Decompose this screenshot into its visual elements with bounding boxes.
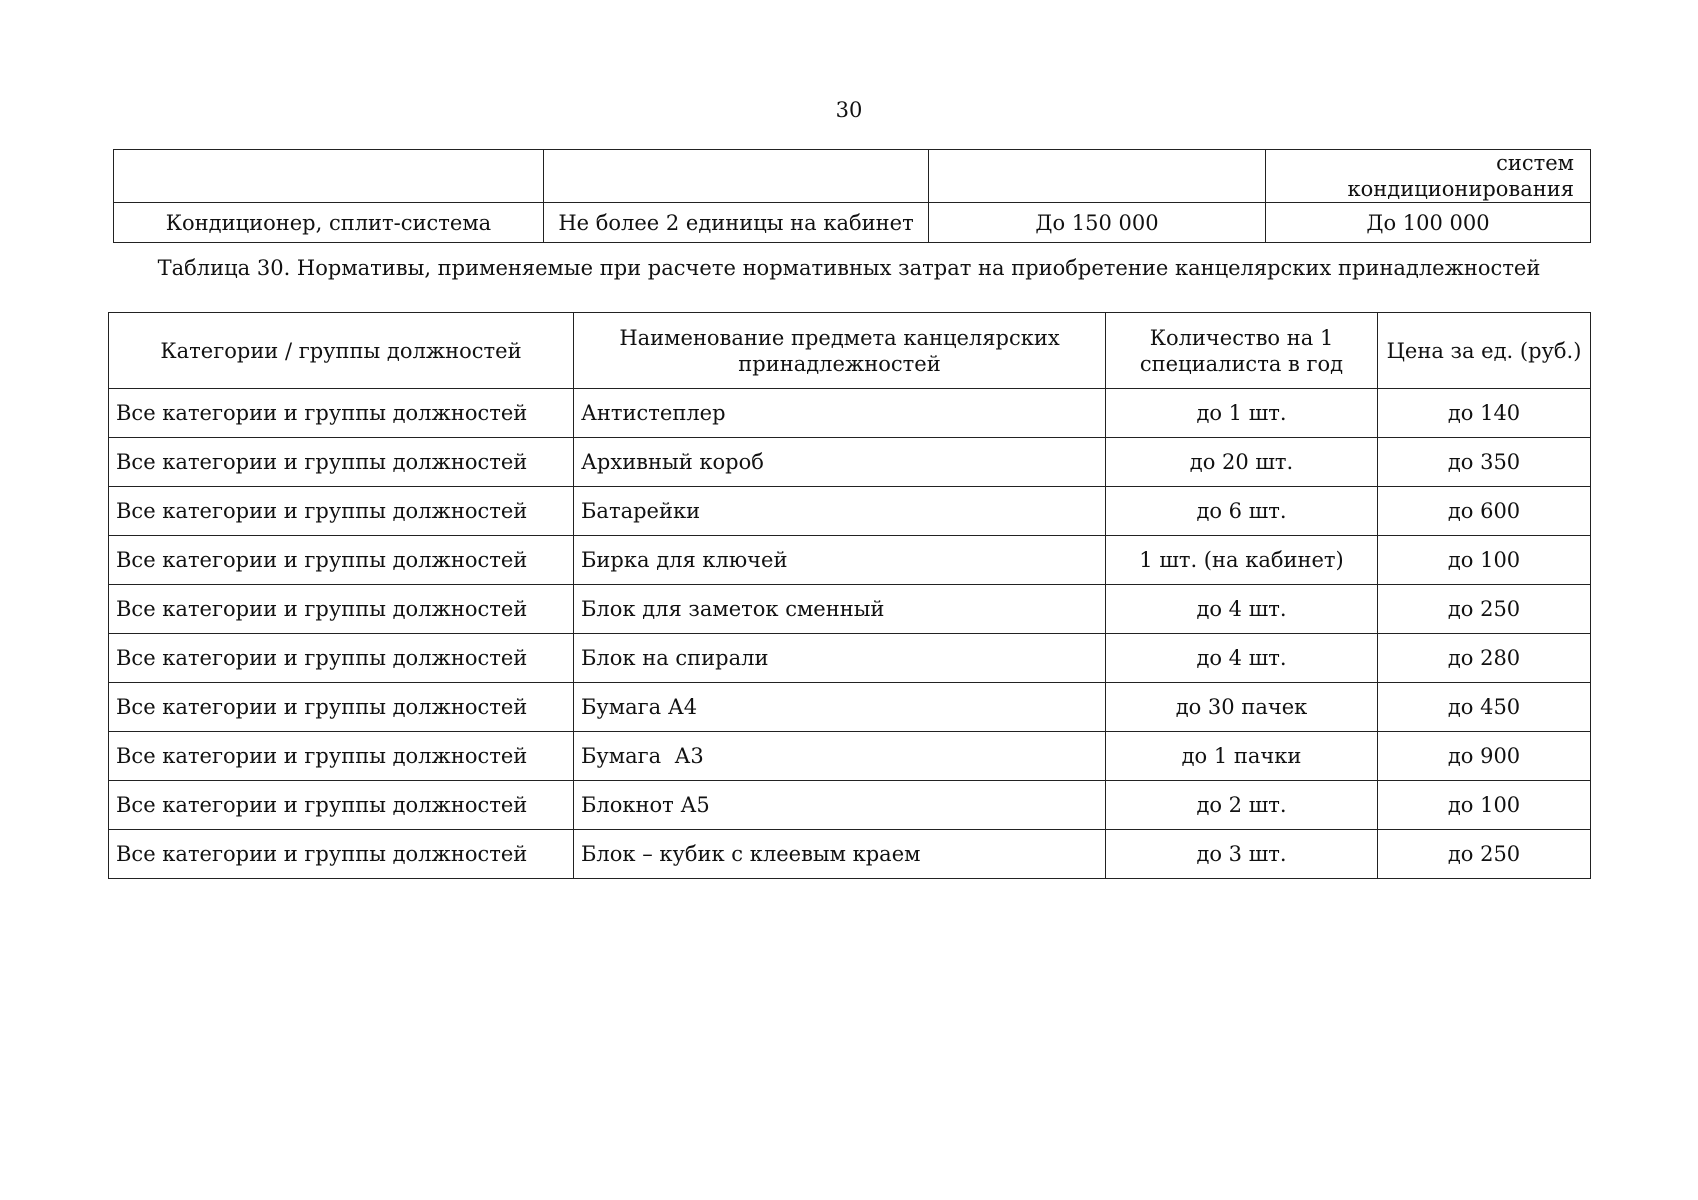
table-cell: до 30 пачек bbox=[1106, 683, 1378, 732]
table-cell: До 150 000 bbox=[929, 203, 1266, 243]
table-cell bbox=[114, 150, 544, 203]
table-row bbox=[114, 203, 1591, 243]
page-number: 30 bbox=[835, 98, 863, 122]
table-cell: Все категории и группы должностей bbox=[109, 830, 574, 879]
table-cell bbox=[929, 150, 1266, 203]
column-header: Категории / группы должностей bbox=[109, 313, 574, 389]
table-cell: до 250 bbox=[1378, 585, 1591, 634]
table-cell: Все категории и группы должностей bbox=[109, 781, 574, 830]
column-header: Цена за ед. (руб.) bbox=[1378, 313, 1591, 389]
table-cell: до 250 bbox=[1378, 830, 1591, 879]
column-header: Наименование предмета канцелярских принадлежностей bbox=[574, 313, 1106, 389]
table-cell: Блок для заметок сменный bbox=[574, 585, 1106, 634]
table-cell: Блокнот А5 bbox=[574, 781, 1106, 830]
table-cell: Все категории и группы должностей bbox=[109, 585, 574, 634]
table-cell: Блок – кубик с клеевым краем bbox=[574, 830, 1106, 879]
table-cell: до 20 шт. bbox=[1106, 438, 1378, 487]
table-cell: 1 шт. (на кабинет) bbox=[1106, 536, 1378, 585]
table-row bbox=[114, 150, 1591, 203]
table-cell: Блок на спирали bbox=[574, 634, 1106, 683]
table-cell: до 6 шт. bbox=[1106, 487, 1378, 536]
table-cell: Все категории и группы должностей bbox=[109, 732, 574, 781]
table-row bbox=[109, 438, 1591, 487]
table-cell: Все категории и группы должностей bbox=[109, 683, 574, 732]
table-cell: до 900 bbox=[1378, 732, 1591, 781]
table-cell: до 4 шт. bbox=[1106, 634, 1378, 683]
table-row bbox=[109, 585, 1591, 634]
table-row bbox=[109, 536, 1591, 585]
table-cell: до 3 шт. bbox=[1106, 830, 1378, 879]
table-cell: Все категории и группы должностей bbox=[109, 487, 574, 536]
table-cell: Архивный короб bbox=[574, 438, 1106, 487]
table-cell: до 450 bbox=[1378, 683, 1591, 732]
table-cell: Бирка для ключей bbox=[574, 536, 1106, 585]
table-cell: Не более 2 единицы на кабинет bbox=[544, 203, 929, 243]
table-header-row bbox=[109, 313, 1591, 389]
column-header: Количество на 1 специалиста в год bbox=[1106, 313, 1378, 389]
table-cell: До 100 000 bbox=[1266, 203, 1591, 243]
table-row bbox=[109, 487, 1591, 536]
table-cell: до 600 bbox=[1378, 487, 1591, 536]
table-cell: Бумага А4 bbox=[574, 683, 1106, 732]
table-cell: Кондиционер, сплит-система bbox=[114, 203, 544, 243]
table-row bbox=[109, 830, 1591, 879]
table-cell: до 100 bbox=[1378, 536, 1591, 585]
table-cell: Батарейки bbox=[574, 487, 1106, 536]
table-row bbox=[109, 389, 1591, 438]
table-cell: до 1 пачки bbox=[1106, 732, 1378, 781]
table-cell: до 350 bbox=[1378, 438, 1591, 487]
table-row bbox=[109, 683, 1591, 732]
table-cell: до 1 шт. bbox=[1106, 389, 1378, 438]
table-cell: Бумага А3 bbox=[574, 732, 1106, 781]
table-cell: Все категории и группы должностей bbox=[109, 634, 574, 683]
stationery-norms-table bbox=[108, 312, 1591, 879]
table-cell: до 2 шт. bbox=[1106, 781, 1378, 830]
continued-table bbox=[113, 149, 1591, 243]
table-cell: до 140 bbox=[1378, 389, 1591, 438]
table-cell: Все категории и группы должностей bbox=[109, 438, 574, 487]
table-caption: Таблица 30. Нормативы, применяемые при расчете нормативных затрат на приобретение канцелярских принадлежностей bbox=[157, 256, 1541, 280]
table-row bbox=[109, 634, 1591, 683]
table-row bbox=[109, 732, 1591, 781]
table-cell: Антистеплер bbox=[574, 389, 1106, 438]
table-cell: до 4 шт. bbox=[1106, 585, 1378, 634]
table-cell: Все категории и группы должностей bbox=[109, 389, 574, 438]
table-cell: до 100 bbox=[1378, 781, 1591, 830]
table-cell: Все категории и группы должностей bbox=[109, 536, 574, 585]
table-cell: систем кондиционирования bbox=[1266, 150, 1591, 203]
table-cell: до 280 bbox=[1378, 634, 1591, 683]
table-row bbox=[109, 781, 1591, 830]
table-cell bbox=[544, 150, 929, 203]
